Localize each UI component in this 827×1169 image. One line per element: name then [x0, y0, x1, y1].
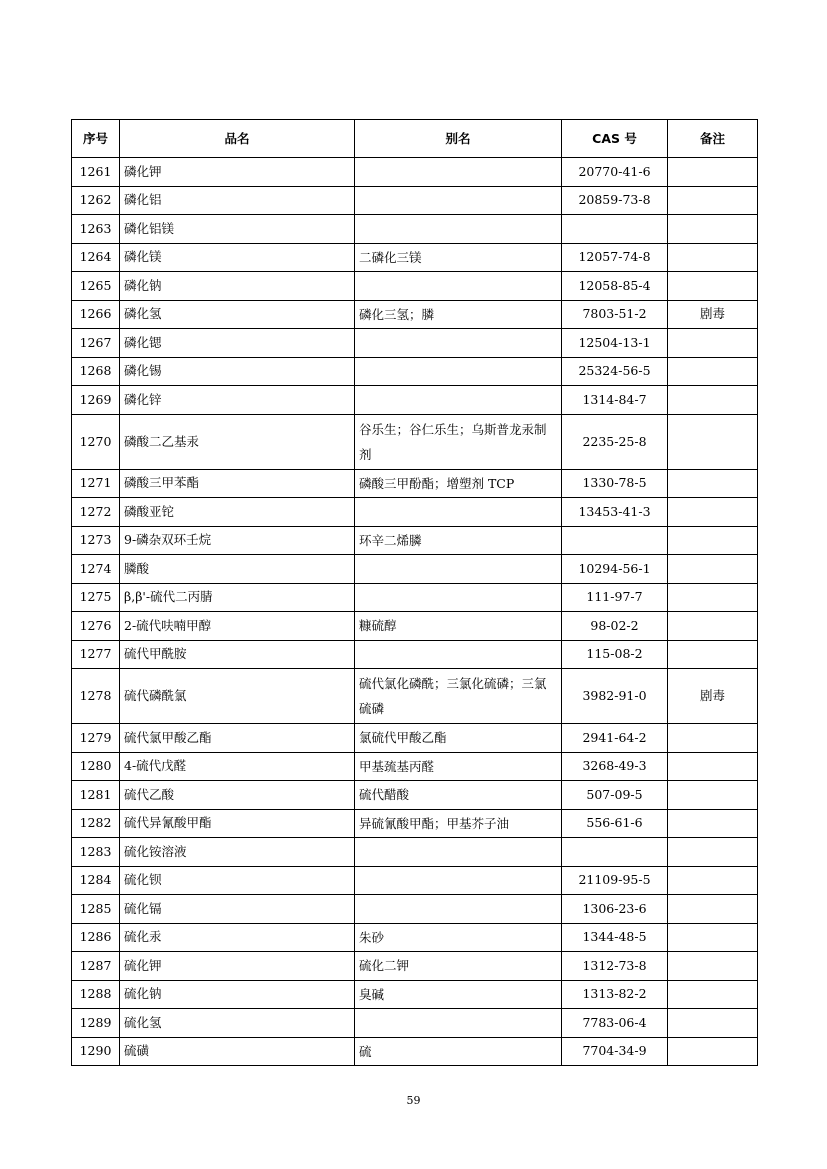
cell-name: 磷化铝 [120, 186, 355, 215]
table-row [72, 357, 758, 386]
cell-note [668, 809, 758, 838]
cell-note [668, 612, 758, 641]
cell-alias [355, 866, 562, 895]
table-row [72, 583, 758, 612]
cell-alias [355, 272, 562, 301]
cell-cas: 20770-41-6 [562, 158, 668, 187]
cell-name: 硫代磷酰氯 [120, 669, 355, 724]
cell-note [668, 186, 758, 215]
cell-name: 磷化镁 [120, 243, 355, 272]
cell-note [668, 329, 758, 358]
cell-seq: 1265 [72, 272, 120, 301]
cell-alias: 异硫氰酸甲酯；甲基芥子油 [355, 809, 562, 838]
cell-note [668, 895, 758, 924]
table-row [72, 612, 758, 641]
cell-name: 硫代乙酸 [120, 781, 355, 810]
cell-seq: 1287 [72, 952, 120, 981]
cell-cas [562, 838, 668, 867]
header-note: 备注 [668, 120, 758, 158]
cell-note: 剧毒 [668, 669, 758, 724]
table-row [72, 669, 758, 724]
cell-cas: 20859-73-8 [562, 186, 668, 215]
cell-name: 磷化钠 [120, 272, 355, 301]
cell-cas: 10294-56-1 [562, 555, 668, 584]
table-row [72, 809, 758, 838]
cell-seq: 1280 [72, 752, 120, 781]
cell-seq: 1286 [72, 923, 120, 952]
cell-cas: 3268-49-3 [562, 752, 668, 781]
cell-note [668, 158, 758, 187]
cell-seq: 1281 [72, 781, 120, 810]
header-name: 品名 [120, 120, 355, 158]
cell-seq: 1279 [72, 724, 120, 753]
cell-cas: 2235-25-8 [562, 414, 668, 469]
cell-cas [562, 215, 668, 244]
cell-note [668, 386, 758, 415]
header-seq: 序号 [72, 120, 120, 158]
cell-note [668, 640, 758, 669]
cell-seq: 1289 [72, 1009, 120, 1038]
cell-note [668, 952, 758, 981]
cell-alias [355, 498, 562, 527]
cell-name: 硫化钡 [120, 866, 355, 895]
cell-cas: 1330-78-5 [562, 469, 668, 498]
cell-seq: 1267 [72, 329, 120, 358]
cell-cas: 111-97-7 [562, 583, 668, 612]
cell-seq: 1264 [72, 243, 120, 272]
cell-name: 硫化铵溶液 [120, 838, 355, 867]
table-body [72, 158, 758, 1066]
table-row [72, 640, 758, 669]
page-number: 59 [406, 1094, 421, 1107]
cell-name: 9-磷杂双环壬烷 [120, 526, 355, 555]
cell-alias [355, 640, 562, 669]
cell-name: 磷化锶 [120, 329, 355, 358]
table-row [72, 526, 758, 555]
table-row [72, 752, 758, 781]
cell-note [668, 243, 758, 272]
cell-cas: 1306-23-6 [562, 895, 668, 924]
cell-alias [355, 158, 562, 187]
cell-name: 硫代异氰酸甲酯 [120, 809, 355, 838]
header-cas: CAS 号 [562, 120, 668, 158]
cell-name: 磷酸亚铊 [120, 498, 355, 527]
cell-alias [355, 215, 562, 244]
cell-cas: 13453-41-3 [562, 498, 668, 527]
table-row [72, 243, 758, 272]
cell-cas: 1312-73-8 [562, 952, 668, 981]
table-row [72, 272, 758, 301]
cell-alias [355, 186, 562, 215]
cell-seq: 1275 [72, 583, 120, 612]
cell-alias: 硫化二钾 [355, 952, 562, 981]
cell-note [668, 526, 758, 555]
table-row [72, 215, 758, 244]
cell-seq: 1269 [72, 386, 120, 415]
cell-alias: 谷乐生；谷仁乐生；乌斯普龙汞制剂 [355, 414, 562, 469]
cell-cas: 7803-51-2 [562, 300, 668, 329]
cell-name: 2-硫代呋喃甲醇 [120, 612, 355, 641]
table-row [72, 838, 758, 867]
cell-cas: 7704-34-9 [562, 1037, 668, 1066]
cell-alias: 磷化三氢；膦 [355, 300, 562, 329]
cell-cas: 25324-56-5 [562, 357, 668, 386]
cell-alias [355, 555, 562, 584]
cell-note [668, 980, 758, 1009]
cell-cas [562, 526, 668, 555]
cell-name: 硫化镉 [120, 895, 355, 924]
cell-cas: 1344-48-5 [562, 923, 668, 952]
cell-seq: 1261 [72, 158, 120, 187]
cell-cas: 98-02-2 [562, 612, 668, 641]
cell-cas: 1314-84-7 [562, 386, 668, 415]
cell-alias [355, 895, 562, 924]
cell-alias: 环辛二烯膦 [355, 526, 562, 555]
cell-note [668, 469, 758, 498]
cell-alias: 朱砂 [355, 923, 562, 952]
cell-note [668, 583, 758, 612]
cell-cas: 3982-91-0 [562, 669, 668, 724]
table-row [72, 866, 758, 895]
cell-cas: 556-61-6 [562, 809, 668, 838]
cell-seq: 1274 [72, 555, 120, 584]
table-row [72, 186, 758, 215]
cell-cas: 12057-74-8 [562, 243, 668, 272]
cell-alias: 磷酸三甲酚酯；增塑剂 TCP [355, 469, 562, 498]
cell-alias: 氯硫代甲酸乙酯 [355, 724, 562, 753]
cell-name: β,β'-硫代二丙腈 [120, 583, 355, 612]
table-row [72, 952, 758, 981]
table-row [72, 386, 758, 415]
table-row [72, 300, 758, 329]
cell-alias: 糠硫醇 [355, 612, 562, 641]
cell-seq: 1276 [72, 612, 120, 641]
cell-note [668, 272, 758, 301]
table-row [72, 469, 758, 498]
cell-name: 硫化氢 [120, 1009, 355, 1038]
cell-seq: 1271 [72, 469, 120, 498]
table-row [72, 1037, 758, 1066]
cell-alias [355, 386, 562, 415]
cell-name: 磷化锡 [120, 357, 355, 386]
cell-note [668, 1009, 758, 1038]
cell-note [668, 838, 758, 867]
cell-note: 剧毒 [668, 300, 758, 329]
cell-seq: 1283 [72, 838, 120, 867]
cell-name: 磷化铝镁 [120, 215, 355, 244]
cell-name: 磷酸二乙基汞 [120, 414, 355, 469]
cell-seq: 1278 [72, 669, 120, 724]
table-row [72, 980, 758, 1009]
cell-name: 硫化钾 [120, 952, 355, 981]
cell-seq: 1273 [72, 526, 120, 555]
cell-name: 硫代氯甲酸乙酯 [120, 724, 355, 753]
cell-seq: 1284 [72, 866, 120, 895]
cell-alias [355, 1009, 562, 1038]
cell-cas: 21109-95-5 [562, 866, 668, 895]
cell-seq: 1272 [72, 498, 120, 527]
cell-name: 硫磺 [120, 1037, 355, 1066]
cell-note [668, 752, 758, 781]
cell-note [668, 215, 758, 244]
cell-seq: 1288 [72, 980, 120, 1009]
cell-cas: 7783-06-4 [562, 1009, 668, 1038]
cell-name: 硫化钠 [120, 980, 355, 1009]
cell-seq: 1277 [72, 640, 120, 669]
cell-seq: 1263 [72, 215, 120, 244]
cell-note [668, 923, 758, 952]
cell-alias [355, 329, 562, 358]
cell-note [668, 555, 758, 584]
table-row [72, 158, 758, 187]
cell-name: 磷化氢 [120, 300, 355, 329]
cell-name: 硫代甲酰胺 [120, 640, 355, 669]
cell-seq: 1268 [72, 357, 120, 386]
cell-alias [355, 583, 562, 612]
cell-alias: 臭碱 [355, 980, 562, 1009]
cell-alias: 硫代氯化磷酰；三氯化硫磷；三氯硫磷 [355, 669, 562, 724]
cell-name: 磷化锌 [120, 386, 355, 415]
cell-note [668, 781, 758, 810]
cell-note [668, 414, 758, 469]
cell-seq: 1285 [72, 895, 120, 924]
cell-cas: 12504-13-1 [562, 329, 668, 358]
cell-alias: 硫代醋酸 [355, 781, 562, 810]
cell-cas: 1313-82-2 [562, 980, 668, 1009]
header-alias: 别名 [355, 120, 562, 158]
table-row [72, 414, 758, 469]
table-row [72, 555, 758, 584]
cell-name: 硫化汞 [120, 923, 355, 952]
cell-alias: 二磷化三镁 [355, 243, 562, 272]
cell-seq: 1290 [72, 1037, 120, 1066]
table-row [72, 498, 758, 527]
cell-alias: 甲基巯基丙醛 [355, 752, 562, 781]
cell-name: 膦酸 [120, 555, 355, 584]
table-header-row [72, 120, 758, 158]
cell-alias: 硫 [355, 1037, 562, 1066]
table-row [72, 781, 758, 810]
cell-name: 4-硫代戊醛 [120, 752, 355, 781]
cell-cas: 12058-85-4 [562, 272, 668, 301]
chemical-table [71, 119, 758, 1066]
cell-note [668, 498, 758, 527]
cell-cas: 507-09-5 [562, 781, 668, 810]
cell-alias [355, 357, 562, 386]
table-row [72, 1009, 758, 1038]
table-row [72, 329, 758, 358]
cell-seq: 1270 [72, 414, 120, 469]
cell-name: 磷化钾 [120, 158, 355, 187]
cell-cas: 115-08-2 [562, 640, 668, 669]
cell-note [668, 724, 758, 753]
cell-seq: 1282 [72, 809, 120, 838]
table-row [72, 923, 758, 952]
table-row [72, 895, 758, 924]
cell-alias [355, 838, 562, 867]
cell-cas: 2941-64-2 [562, 724, 668, 753]
cell-note [668, 866, 758, 895]
cell-note [668, 357, 758, 386]
table-row [72, 724, 758, 753]
cell-seq: 1262 [72, 186, 120, 215]
cell-seq: 1266 [72, 300, 120, 329]
cell-note [668, 1037, 758, 1066]
cell-name: 磷酸三甲苯酯 [120, 469, 355, 498]
